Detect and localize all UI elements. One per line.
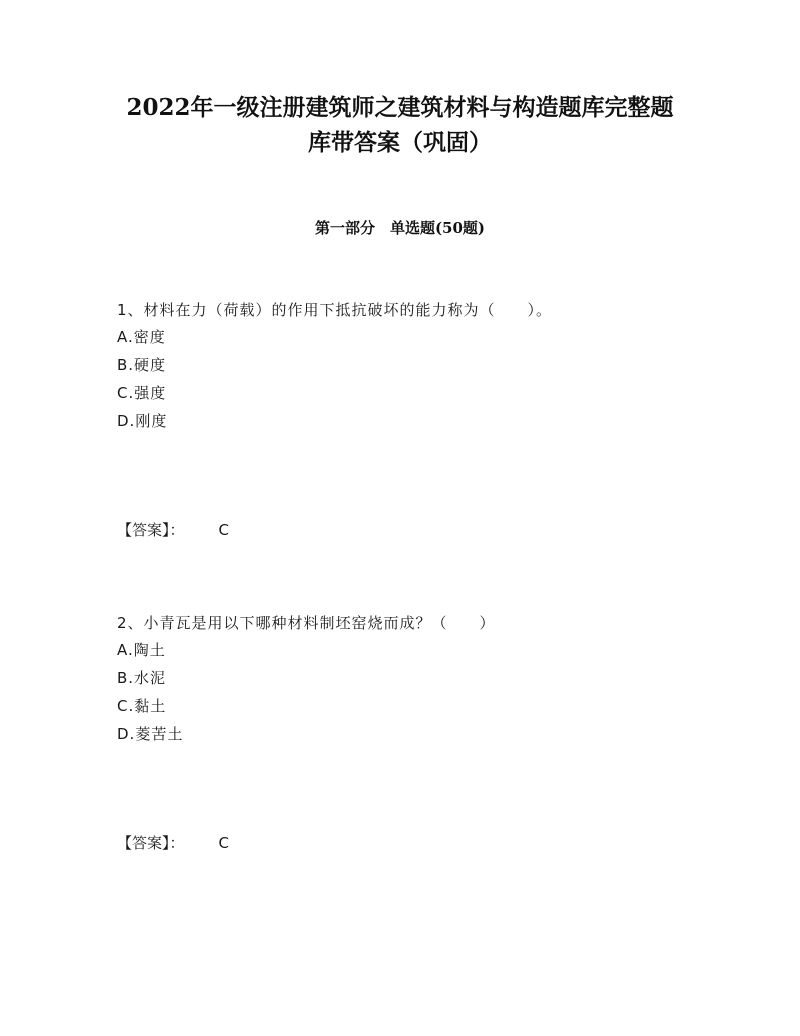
answer-value: C — [218, 834, 229, 852]
answer-label: 【答案】： — [117, 521, 185, 539]
question-stem: 1、材料在力（荷载）的作用下抵抗破坏的能力称为（ ）。 — [117, 301, 553, 319]
option-a: A.密度 — [117, 328, 166, 346]
option-b: B.水泥 — [117, 669, 167, 687]
title-line-1: 2022年一级注册建筑师之建筑材料与构造题库完整题 — [126, 94, 674, 121]
question-1 — [117, 297, 737, 435]
option-d: D.菱苦土 — [117, 725, 184, 743]
section-heading: 第一部分 单选题(50题) — [314, 219, 486, 237]
question-stem: 2、小青瓦是用以下哪种材料制坯窑烧而成？（ ） — [117, 614, 496, 632]
answer-value: C — [218, 521, 229, 539]
option-c: C.黏土 — [117, 697, 167, 715]
document-title — [90, 90, 710, 160]
option-d: D.刚度 — [117, 412, 168, 430]
option-b: B.硬度 — [117, 356, 167, 374]
answer-1 — [117, 518, 229, 542]
question-2 — [117, 610, 737, 748]
title-line-2: 库带答案（巩固） — [308, 129, 492, 156]
option-c: C.强度 — [117, 384, 167, 402]
option-a: A.陶土 — [117, 641, 166, 659]
answer-label: 【答案】： — [117, 834, 185, 852]
answer-2 — [117, 831, 229, 855]
